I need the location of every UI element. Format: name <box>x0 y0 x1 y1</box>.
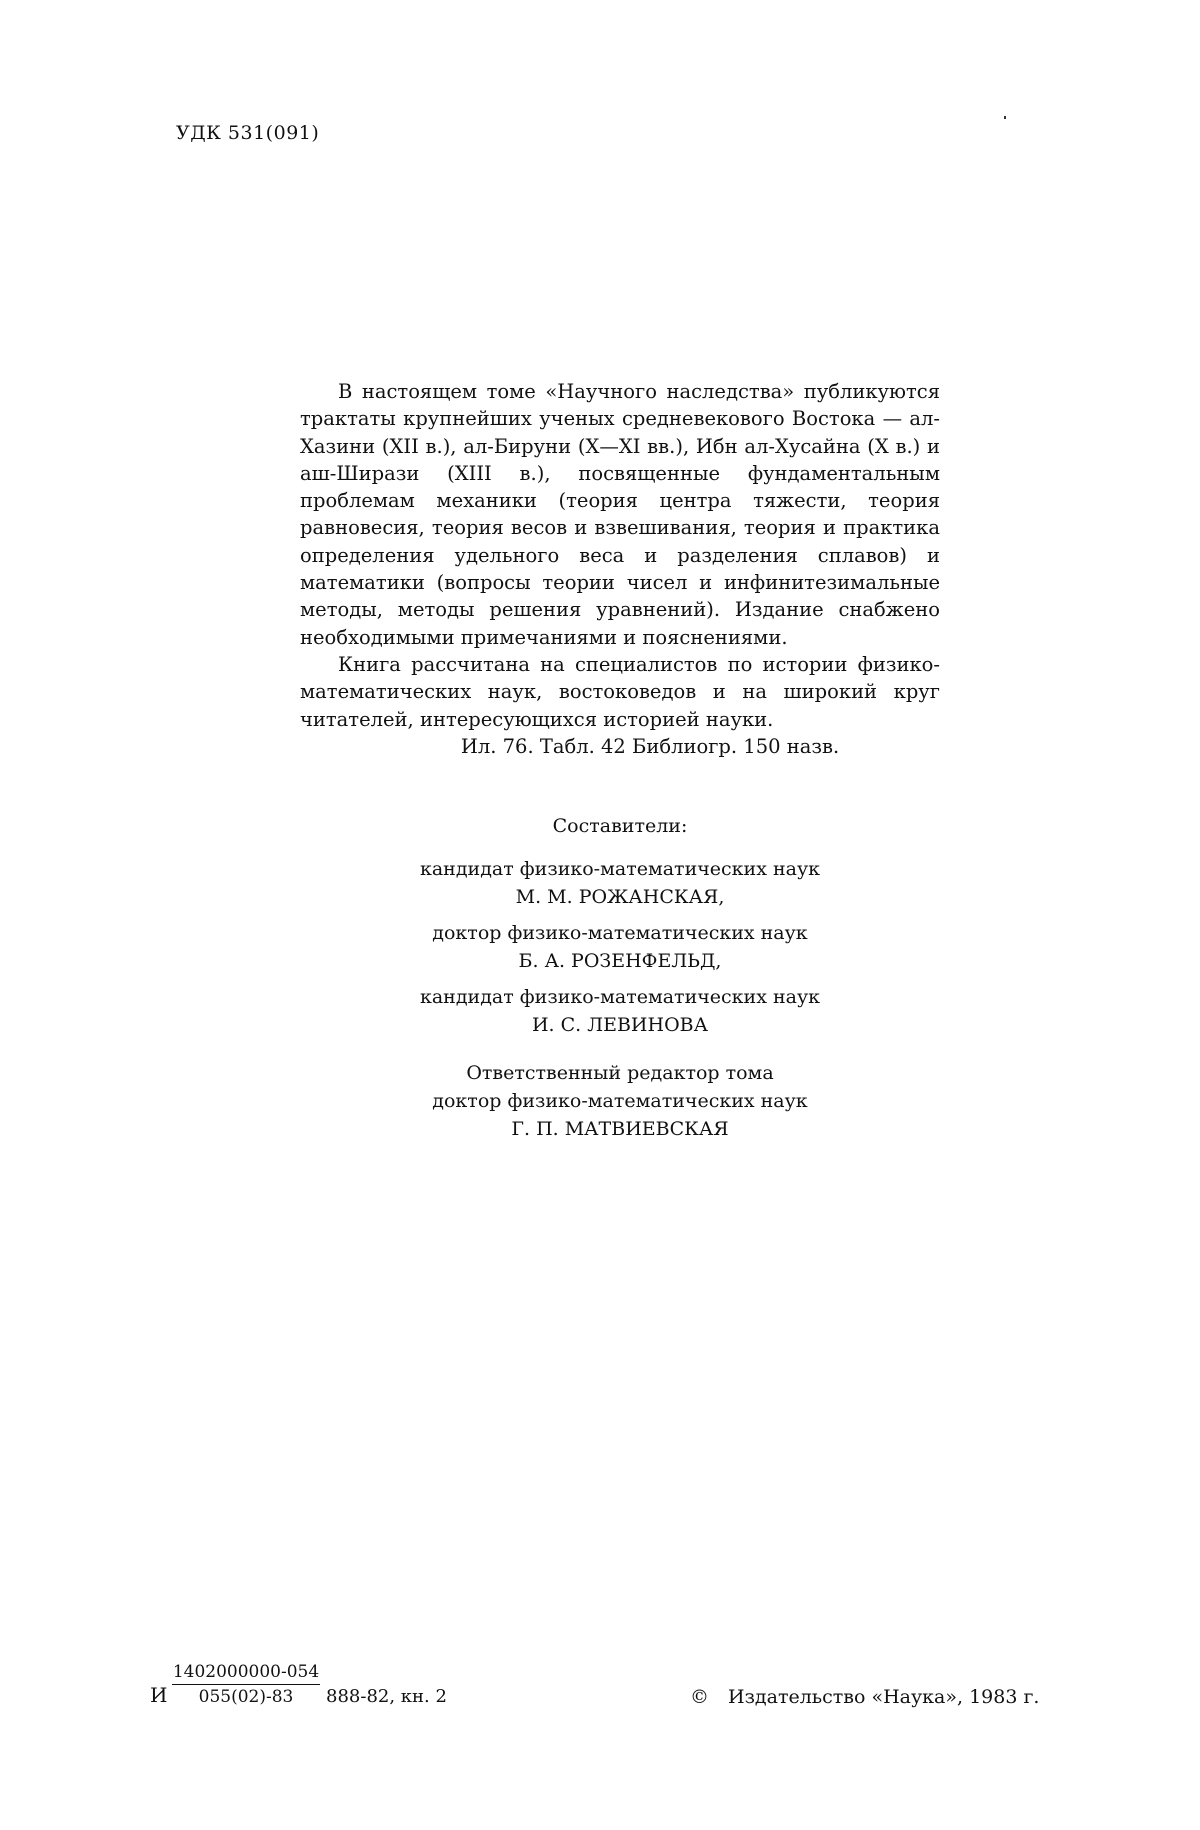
index-prefix: И <box>150 1683 168 1707</box>
compiler-entry <box>300 919 940 975</box>
editor-entry <box>300 1059 940 1143</box>
fraction-bar <box>172 1684 320 1685</box>
abstract-meta: Ил. 76. Табл. 42 Библиогр. 150 назв. <box>460 734 840 758</box>
copyright-notice <box>690 1686 1039 1708</box>
compiler-title: доктор физико-математических наук <box>432 922 808 944</box>
copyright-text: Издательство «Наука», 1983 г. <box>728 1686 1040 1708</box>
compiler-entry <box>300 855 940 911</box>
editor-title: доктор физико-математических наук <box>432 1090 808 1112</box>
compiler-name: Б. А. РОЗЕНФЕЛЬД, <box>518 950 722 972</box>
compiler-entry <box>300 983 940 1039</box>
credits-heading: Составители: <box>552 815 688 837</box>
copyright-icon: © <box>690 1686 709 1708</box>
index-fraction <box>172 1662 320 1707</box>
book-abstract <box>300 378 940 760</box>
compiler-title: кандидат физико-математических наук <box>419 858 821 880</box>
print-speck <box>1004 116 1006 119</box>
imprint-footer <box>150 1652 1070 1732</box>
index-suffix: 888-82, кн. 2 <box>326 1686 447 1707</box>
compiler-name: И. С. ЛЕВИНОВА <box>531 1014 709 1036</box>
index-denominator: 055(02)-83 <box>198 1687 294 1707</box>
compiler-name: М. М. РОЖАНСКАЯ, <box>515 886 725 908</box>
index-numerator: 1402000000-054 <box>172 1662 320 1682</box>
credits-block <box>300 812 940 1143</box>
abstract-paragraph-1: В настоящем томе «Научного наследства» публикуются трактаты крупнейших ученых средневекового Востока — ал-Хазини (XII в.), ал-Бируни (X—XI вв.), Ибн ал-Хусайна (X в.) и аш-Ширази (XIII в.), посвященные фундаментальным проблемам механики (теория центра тяжести, теория равновесия, теория весов и взвешивания, теория и практика определения удельного веса и разделения сплавов) и математики (вопросы теории чисел и инфинитезимальные методы, методы решения уравнений). Издание снабжено необходимыми примечаниями и пояснениями. <box>300 380 940 649</box>
compiler-title: кандидат физико-математических наук <box>419 986 821 1008</box>
editor-name: Г. П. МАТВИЕВСКАЯ <box>511 1118 729 1140</box>
abstract-paragraph-2: Книга рассчитана на специалистов по истории физико-математических наук, востоковедов и на широкий круг читателей, интересующихся историей науки. <box>300 652 940 731</box>
editor-role: Ответственный редактор тома <box>466 1062 774 1084</box>
udk-code: УДК 531(091) <box>176 122 320 144</box>
